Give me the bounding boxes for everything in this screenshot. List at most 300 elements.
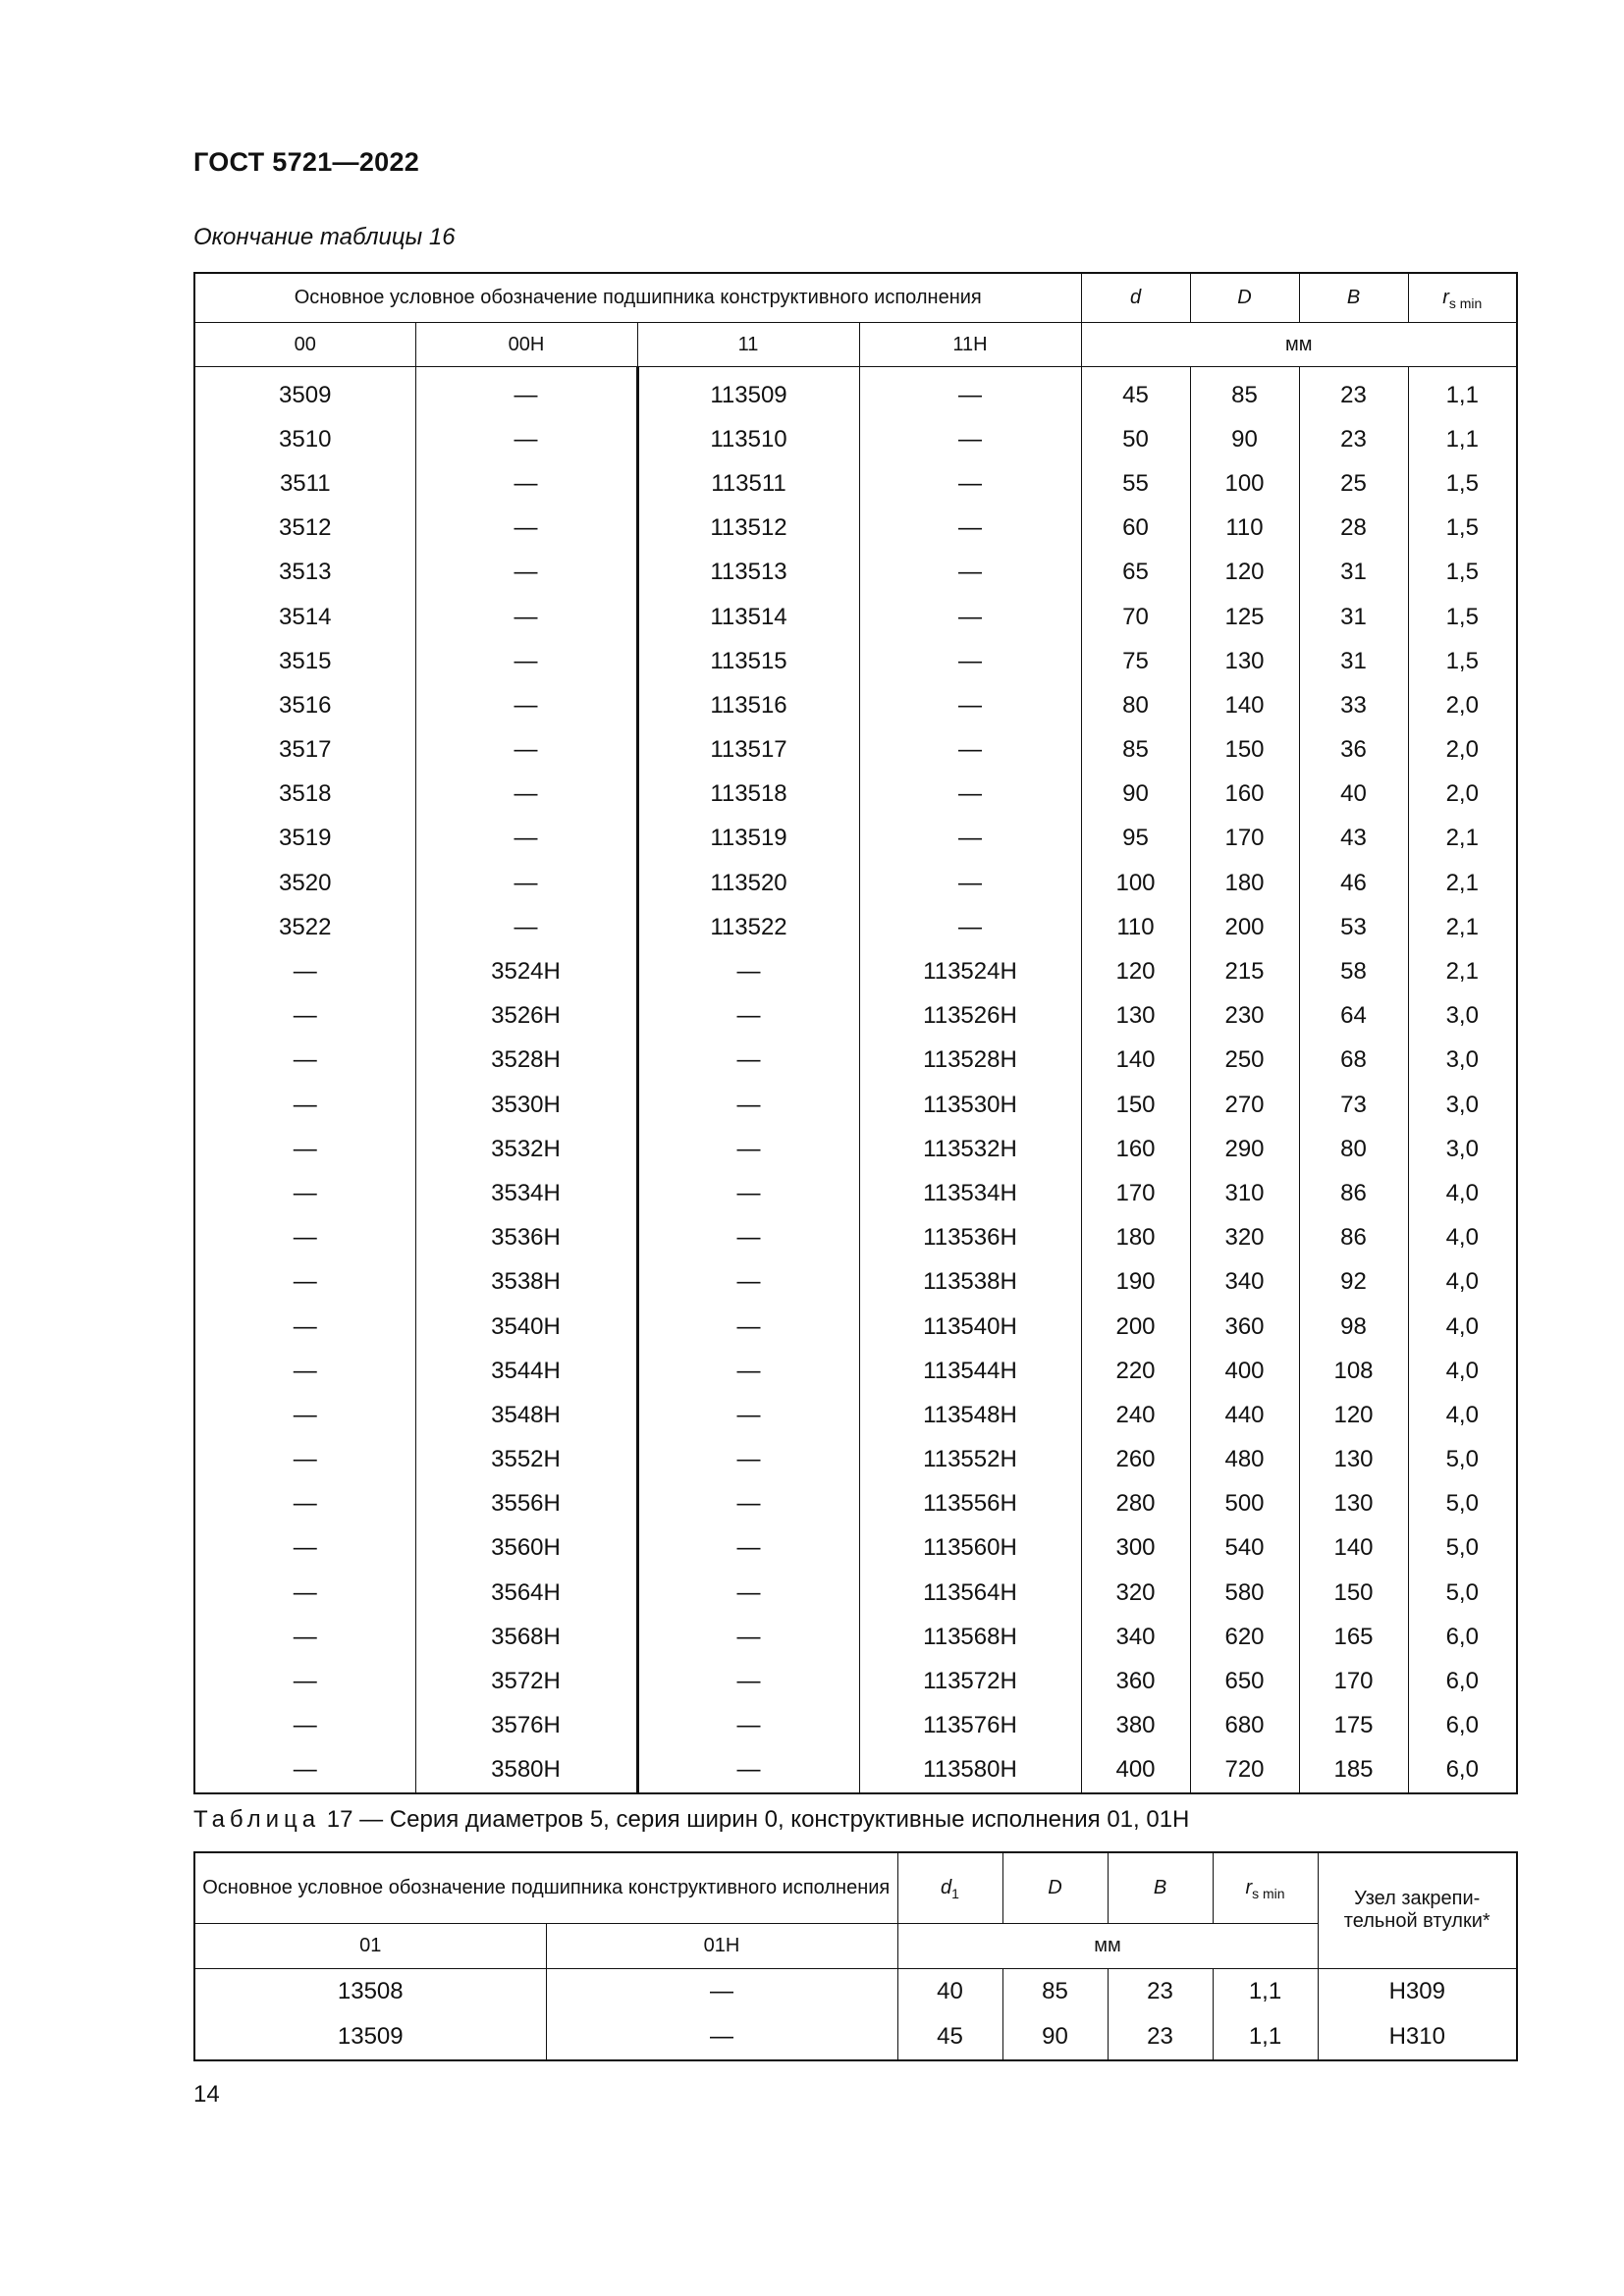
table-cell: 68 [1299, 1039, 1408, 1083]
table-cell: 180 [1081, 1216, 1190, 1260]
table-row [194, 1748, 1517, 1793]
table-cell: 86 [1299, 1171, 1408, 1215]
table-cell: 200 [1081, 1305, 1190, 1349]
table-cell: 60 [1081, 507, 1190, 551]
table-cell: 3526H [415, 994, 637, 1039]
table-cell: 4,0 [1408, 1171, 1517, 1215]
table-cell: — [194, 1127, 415, 1171]
table-cell: — [194, 949, 415, 993]
table-cell: 113548H [859, 1393, 1081, 1437]
table17-body [194, 1968, 1517, 2060]
table-row [194, 2014, 1517, 2060]
table16-header-col-11H: 11H [859, 323, 1081, 367]
table-cell: 280 [1081, 1482, 1190, 1526]
table-cell: 320 [1190, 1216, 1299, 1260]
table-cell: — [194, 1039, 415, 1083]
table-cell: 400 [1081, 1748, 1190, 1793]
table16-header-col-00: 00 [194, 323, 415, 367]
table-cell: 28 [1299, 507, 1408, 551]
table-cell: 113576H [859, 1704, 1081, 1748]
table-cell: — [415, 905, 637, 949]
table-cell: 1,1 [1408, 417, 1517, 461]
table-cell: 2,1 [1408, 861, 1517, 905]
table-cell: 46 [1299, 861, 1408, 905]
table-cell: 260 [1081, 1438, 1190, 1482]
table17-header-col-01H: 01H [546, 1923, 897, 1968]
table-cell: 1,1 [1213, 2014, 1318, 2060]
table-cell: 100 [1081, 861, 1190, 905]
table-cell: 230 [1190, 994, 1299, 1039]
table-row [194, 728, 1517, 773]
table-cell: 113560H [859, 1526, 1081, 1571]
table-cell: 125 [1190, 595, 1299, 639]
table-cell: — [194, 1659, 415, 1703]
table-cell: 2,0 [1408, 773, 1517, 817]
table17-header-col-01: 01 [194, 1923, 546, 1968]
table16-header-d: d [1081, 273, 1190, 323]
table-cell: — [859, 683, 1081, 727]
table-cell: 113532H [859, 1127, 1081, 1171]
table-cell: 2,1 [1408, 949, 1517, 993]
table-cell: 65 [1081, 551, 1190, 595]
table-cell: — [637, 1171, 859, 1215]
table-cell: 3513 [194, 551, 415, 595]
table-cell: 200 [1190, 905, 1299, 949]
table-cell: 113519 [637, 817, 859, 861]
table-cell: 340 [1081, 1615, 1190, 1659]
table-cell: 113552H [859, 1438, 1081, 1482]
table-cell: 120 [1299, 1393, 1408, 1437]
table-16 [193, 272, 1518, 1794]
table-cell: 113538H [859, 1260, 1081, 1305]
table-cell: 2,1 [1408, 817, 1517, 861]
table-row [194, 773, 1517, 817]
table-cell: 2,0 [1408, 728, 1517, 773]
table-cell: — [546, 1968, 897, 2014]
table-cell: 3534H [415, 1171, 637, 1215]
table-cell: 113513 [637, 551, 859, 595]
table-cell: 4,0 [1408, 1260, 1517, 1305]
table17-header-d1-symbol: d [941, 1876, 952, 1898]
table-cell: 3524H [415, 949, 637, 993]
table-row [194, 949, 1517, 993]
table-row [194, 551, 1517, 595]
table-cell: 3514 [194, 595, 415, 639]
table-cell: — [859, 507, 1081, 551]
table-cell: 1,5 [1408, 639, 1517, 683]
table-cell: 620 [1190, 1615, 1299, 1659]
table-cell: 113518 [637, 773, 859, 817]
table-cell: 380 [1081, 1704, 1190, 1748]
table-cell: — [637, 1748, 859, 1793]
table-cell: — [637, 1526, 859, 1571]
table-cell: 3509 [194, 367, 415, 418]
table-row [194, 861, 1517, 905]
table-row [194, 507, 1517, 551]
table-cell: 113510 [637, 417, 859, 461]
table-cell: 360 [1081, 1659, 1190, 1703]
table-cell: — [637, 1260, 859, 1305]
table-cell: 360 [1190, 1305, 1299, 1349]
table-cell: 3517 [194, 728, 415, 773]
table-cell: 92 [1299, 1260, 1408, 1305]
table-cell: 113530H [859, 1083, 1081, 1127]
table-cell: 113568H [859, 1615, 1081, 1659]
table-cell: — [194, 1704, 415, 1748]
table-cell: 1,5 [1408, 551, 1517, 595]
table-cell: — [637, 1216, 859, 1260]
table-cell: 6,0 [1408, 1615, 1517, 1659]
table-cell: 160 [1081, 1127, 1190, 1171]
table-cell: 3580H [415, 1748, 637, 1793]
table-cell: 180 [1190, 861, 1299, 905]
table-cell: 13508 [194, 1968, 546, 2014]
table-cell: 440 [1190, 1393, 1299, 1437]
table17-header-D: D [1002, 1852, 1108, 1923]
table-cell: 98 [1299, 1305, 1408, 1349]
table-cell: 150 [1299, 1571, 1408, 1615]
table-cell: H310 [1318, 2014, 1517, 2060]
table-17 [193, 1851, 1518, 2061]
table-cell: 4,0 [1408, 1216, 1517, 1260]
table16-header-col-11: 11 [637, 323, 859, 367]
table-cell: 3568H [415, 1615, 637, 1659]
table-cell: — [415, 417, 637, 461]
table-cell: 100 [1190, 461, 1299, 506]
table-cell: 3556H [415, 1482, 637, 1526]
table17-header-main: Основное условное обозначение подшипника конструктивного исполнения [194, 1852, 897, 1923]
table-cell: 113516 [637, 683, 859, 727]
table-row [194, 461, 1517, 506]
table-cell: 3518 [194, 773, 415, 817]
table-cell: — [637, 1438, 859, 1482]
table-cell: 175 [1299, 1704, 1408, 1748]
table-cell: — [194, 1526, 415, 1571]
table-cell: 58 [1299, 949, 1408, 993]
table-cell: 240 [1081, 1393, 1190, 1437]
table-cell: — [637, 1127, 859, 1171]
table-cell: 160 [1190, 773, 1299, 817]
table-cell: 270 [1190, 1083, 1299, 1127]
table-cell: 3532H [415, 1127, 637, 1171]
table-cell: 140 [1190, 683, 1299, 727]
table-cell: 45 [897, 2014, 1002, 2060]
table-cell: 4,0 [1408, 1349, 1517, 1393]
table-row [194, 1083, 1517, 1127]
table-cell: 64 [1299, 994, 1408, 1039]
table-cell: — [194, 1171, 415, 1215]
table-cell: 113524H [859, 949, 1081, 993]
table-cell: 480 [1190, 1438, 1299, 1482]
table-row [194, 683, 1517, 727]
table-cell: 110 [1081, 905, 1190, 949]
table-cell: — [859, 461, 1081, 506]
table17-header-unit: мм [897, 1923, 1318, 1968]
table-cell: — [637, 1659, 859, 1703]
table-cell: 53 [1299, 905, 1408, 949]
table-row [194, 417, 1517, 461]
table-cell: — [859, 728, 1081, 773]
table-cell: 113572H [859, 1659, 1081, 1703]
table-row [194, 1127, 1517, 1171]
table-cell: — [637, 1083, 859, 1127]
table-cell: 130 [1190, 639, 1299, 683]
table-cell: 3,0 [1408, 994, 1517, 1039]
table-cell: 300 [1081, 1526, 1190, 1571]
table-cell: 70 [1081, 595, 1190, 639]
table-cell: 290 [1190, 1127, 1299, 1171]
table-cell: — [637, 1039, 859, 1083]
table-cell: — [194, 1305, 415, 1349]
table-cell: — [415, 639, 637, 683]
table-cell: — [194, 1349, 415, 1393]
table-cell: — [859, 551, 1081, 595]
table-cell: 185 [1299, 1748, 1408, 1793]
table-cell: 190 [1081, 1260, 1190, 1305]
table-cell: — [415, 728, 637, 773]
table-cell: 43 [1299, 817, 1408, 861]
table-cell: — [637, 1482, 859, 1526]
table16-header-r [1408, 273, 1517, 323]
table-cell: 90 [1002, 2014, 1108, 2060]
table-cell: — [637, 1615, 859, 1659]
table17-caption-text: 17 — Серия диаметров 5, серия ширин 0, конструктивные исполнения 01, 01H [326, 1806, 1190, 1833]
table-cell: 1,1 [1408, 367, 1517, 418]
table-cell: — [637, 1305, 859, 1349]
table-cell: 40 [1299, 773, 1408, 817]
table-cell: 3512 [194, 507, 415, 551]
table-cell: 140 [1299, 1526, 1408, 1571]
table16-body [194, 367, 1517, 1794]
table-cell: 86 [1299, 1216, 1408, 1260]
table-cell: 23 [1299, 367, 1408, 418]
table-cell: — [194, 1438, 415, 1482]
table-cell: 150 [1081, 1083, 1190, 1127]
table-cell: 3572H [415, 1659, 637, 1703]
table-cell: — [415, 507, 637, 551]
table-cell: 31 [1299, 639, 1408, 683]
table-cell: 31 [1299, 551, 1408, 595]
table-row [194, 595, 1517, 639]
table-cell: 36 [1299, 728, 1408, 773]
table-cell: 215 [1190, 949, 1299, 993]
table-cell: 650 [1190, 1659, 1299, 1703]
table17-header-r [1213, 1852, 1318, 1923]
table-cell: 23 [1108, 2014, 1213, 2060]
table-cell: 3548H [415, 1393, 637, 1437]
table17-header-d1-subscript: 1 [951, 1885, 959, 1901]
table-cell: 6,0 [1408, 1748, 1517, 1793]
table-cell: 85 [1081, 728, 1190, 773]
table-cell: 3520 [194, 861, 415, 905]
table-cell: 113520 [637, 861, 859, 905]
table16-header-B: B [1299, 273, 1408, 323]
table-cell: — [637, 1349, 859, 1393]
table-cell: 130 [1299, 1438, 1408, 1482]
table-cell: 6,0 [1408, 1704, 1517, 1748]
table-cell: 3540H [415, 1305, 637, 1349]
table17-header-d1 [897, 1852, 1002, 1923]
table-cell: 3511 [194, 461, 415, 506]
table-cell: 120 [1081, 949, 1190, 993]
table-cell: 340 [1190, 1260, 1299, 1305]
table-cell: 3560H [415, 1526, 637, 1571]
table-cell: 3519 [194, 817, 415, 861]
table-cell: 320 [1081, 1571, 1190, 1615]
table-cell: 113540H [859, 1305, 1081, 1349]
table-cell: — [415, 461, 637, 506]
table-cell: — [637, 1704, 859, 1748]
table-cell: — [194, 1748, 415, 1793]
table-cell: 90 [1190, 417, 1299, 461]
table-cell: 113544H [859, 1349, 1081, 1393]
table-cell: 6,0 [1408, 1659, 1517, 1703]
table17-caption [193, 1806, 1189, 1834]
table16-header-r-subscript: s min [1448, 295, 1483, 311]
table-row [194, 1039, 1517, 1083]
table16-header-unit: мм [1081, 323, 1517, 367]
table-cell: 3564H [415, 1571, 637, 1615]
table-row [194, 1216, 1517, 1260]
table-cell: 310 [1190, 1171, 1299, 1215]
table-cell: 3510 [194, 417, 415, 461]
table-cell: 1,5 [1408, 461, 1517, 506]
table-cell: 113580H [859, 1748, 1081, 1793]
table-cell: 45 [1081, 367, 1190, 418]
table-cell: — [859, 595, 1081, 639]
table-cell: — [859, 639, 1081, 683]
table-cell: — [415, 367, 637, 418]
table16-header-D: D [1190, 273, 1299, 323]
table-cell: — [194, 1083, 415, 1127]
table-row [194, 1393, 1517, 1437]
table-cell: 113534H [859, 1171, 1081, 1215]
table-cell: 130 [1299, 1482, 1408, 1526]
table-cell: 13509 [194, 2014, 546, 2060]
table-cell: 3528H [415, 1039, 637, 1083]
table-row [194, 1526, 1517, 1571]
table-row [194, 1171, 1517, 1215]
table-row [194, 1482, 1517, 1526]
table-cell: 720 [1190, 1748, 1299, 1793]
table16-header-main: Основное условное обозначение подшипника конструктивного исполнения [194, 273, 1081, 323]
table-cell: 40 [897, 1968, 1002, 2014]
table-cell: 108 [1299, 1349, 1408, 1393]
table-cell: 400 [1190, 1349, 1299, 1393]
table-cell: 5,0 [1408, 1571, 1517, 1615]
table-cell: — [415, 861, 637, 905]
table-cell: — [415, 683, 637, 727]
table-cell: 4,0 [1408, 1305, 1517, 1349]
table-cell: — [194, 1571, 415, 1615]
table-cell: 113511 [637, 461, 859, 506]
table-row [194, 1438, 1517, 1482]
table-cell: — [194, 1393, 415, 1437]
table17-header-r-subscript: s min [1252, 1885, 1285, 1901]
table-cell: 31 [1299, 595, 1408, 639]
table-cell: 3515 [194, 639, 415, 683]
table-cell: — [859, 367, 1081, 418]
table-cell: 220 [1081, 1349, 1190, 1393]
table-row [194, 639, 1517, 683]
table16-header-r-symbol: r [1442, 287, 1449, 308]
table-cell: 85 [1002, 1968, 1108, 2014]
table-cell: 165 [1299, 1615, 1408, 1659]
table-cell: 95 [1081, 817, 1190, 861]
table-cell: 170 [1190, 817, 1299, 861]
table-cell: 113517 [637, 728, 859, 773]
table-row [194, 367, 1517, 418]
table17-caption-word: Таблица [193, 1806, 321, 1833]
table-cell: 130 [1081, 994, 1190, 1039]
table-cell: 3,0 [1408, 1127, 1517, 1171]
table-row [194, 1349, 1517, 1393]
table-cell: 3522 [194, 905, 415, 949]
table-cell: 3536H [415, 1216, 637, 1260]
table-cell: 540 [1190, 1526, 1299, 1571]
table-cell: 113564H [859, 1571, 1081, 1615]
table-cell: — [546, 2014, 897, 2060]
table-cell: 500 [1190, 1482, 1299, 1526]
table-cell: 140 [1081, 1039, 1190, 1083]
table-cell: 50 [1081, 417, 1190, 461]
table-cell: 5,0 [1408, 1526, 1517, 1571]
table-cell: — [194, 1482, 415, 1526]
table-cell: 113556H [859, 1482, 1081, 1526]
table-cell: — [415, 595, 637, 639]
table-cell: — [637, 1393, 859, 1437]
table-row [194, 1659, 1517, 1703]
table-cell: 120 [1190, 551, 1299, 595]
table-cell: 1,1 [1213, 1968, 1318, 2014]
table-cell: 3,0 [1408, 1083, 1517, 1127]
table-cell: 170 [1299, 1659, 1408, 1703]
table-cell: — [637, 949, 859, 993]
table-cell: 113536H [859, 1216, 1081, 1260]
table-cell: 5,0 [1408, 1438, 1517, 1482]
table-cell: — [194, 1260, 415, 1305]
table-row [194, 1305, 1517, 1349]
table-cell: — [637, 1571, 859, 1615]
table-cell: — [637, 994, 859, 1039]
table-cell: 150 [1190, 728, 1299, 773]
table-cell: 73 [1299, 1083, 1408, 1127]
table-cell: H309 [1318, 1968, 1517, 2014]
table17-header-r-symbol: r [1245, 1876, 1253, 1898]
table17-header-sleeve: Узел закрепи-тельной втулки* [1318, 1852, 1517, 1968]
table-cell: 2,1 [1408, 905, 1517, 949]
table-cell: 3538H [415, 1260, 637, 1305]
table-cell: 5,0 [1408, 1482, 1517, 1526]
table-cell: 4,0 [1408, 1393, 1517, 1437]
table-row [194, 994, 1517, 1039]
table-cell: 2,0 [1408, 683, 1517, 727]
table-cell: 33 [1299, 683, 1408, 727]
table-cell: 113526H [859, 994, 1081, 1039]
table-cell: — [194, 1216, 415, 1260]
table-cell: 80 [1081, 683, 1190, 727]
table-cell: 3,0 [1408, 1039, 1517, 1083]
table-cell: — [415, 817, 637, 861]
table-cell: 3516 [194, 683, 415, 727]
table-cell: 113512 [637, 507, 859, 551]
table-cell: 110 [1190, 507, 1299, 551]
table-row [194, 1571, 1517, 1615]
table-cell: 85 [1190, 367, 1299, 418]
table-cell: 1,5 [1408, 507, 1517, 551]
table-cell: 113522 [637, 905, 859, 949]
table-row [194, 1968, 1517, 2014]
